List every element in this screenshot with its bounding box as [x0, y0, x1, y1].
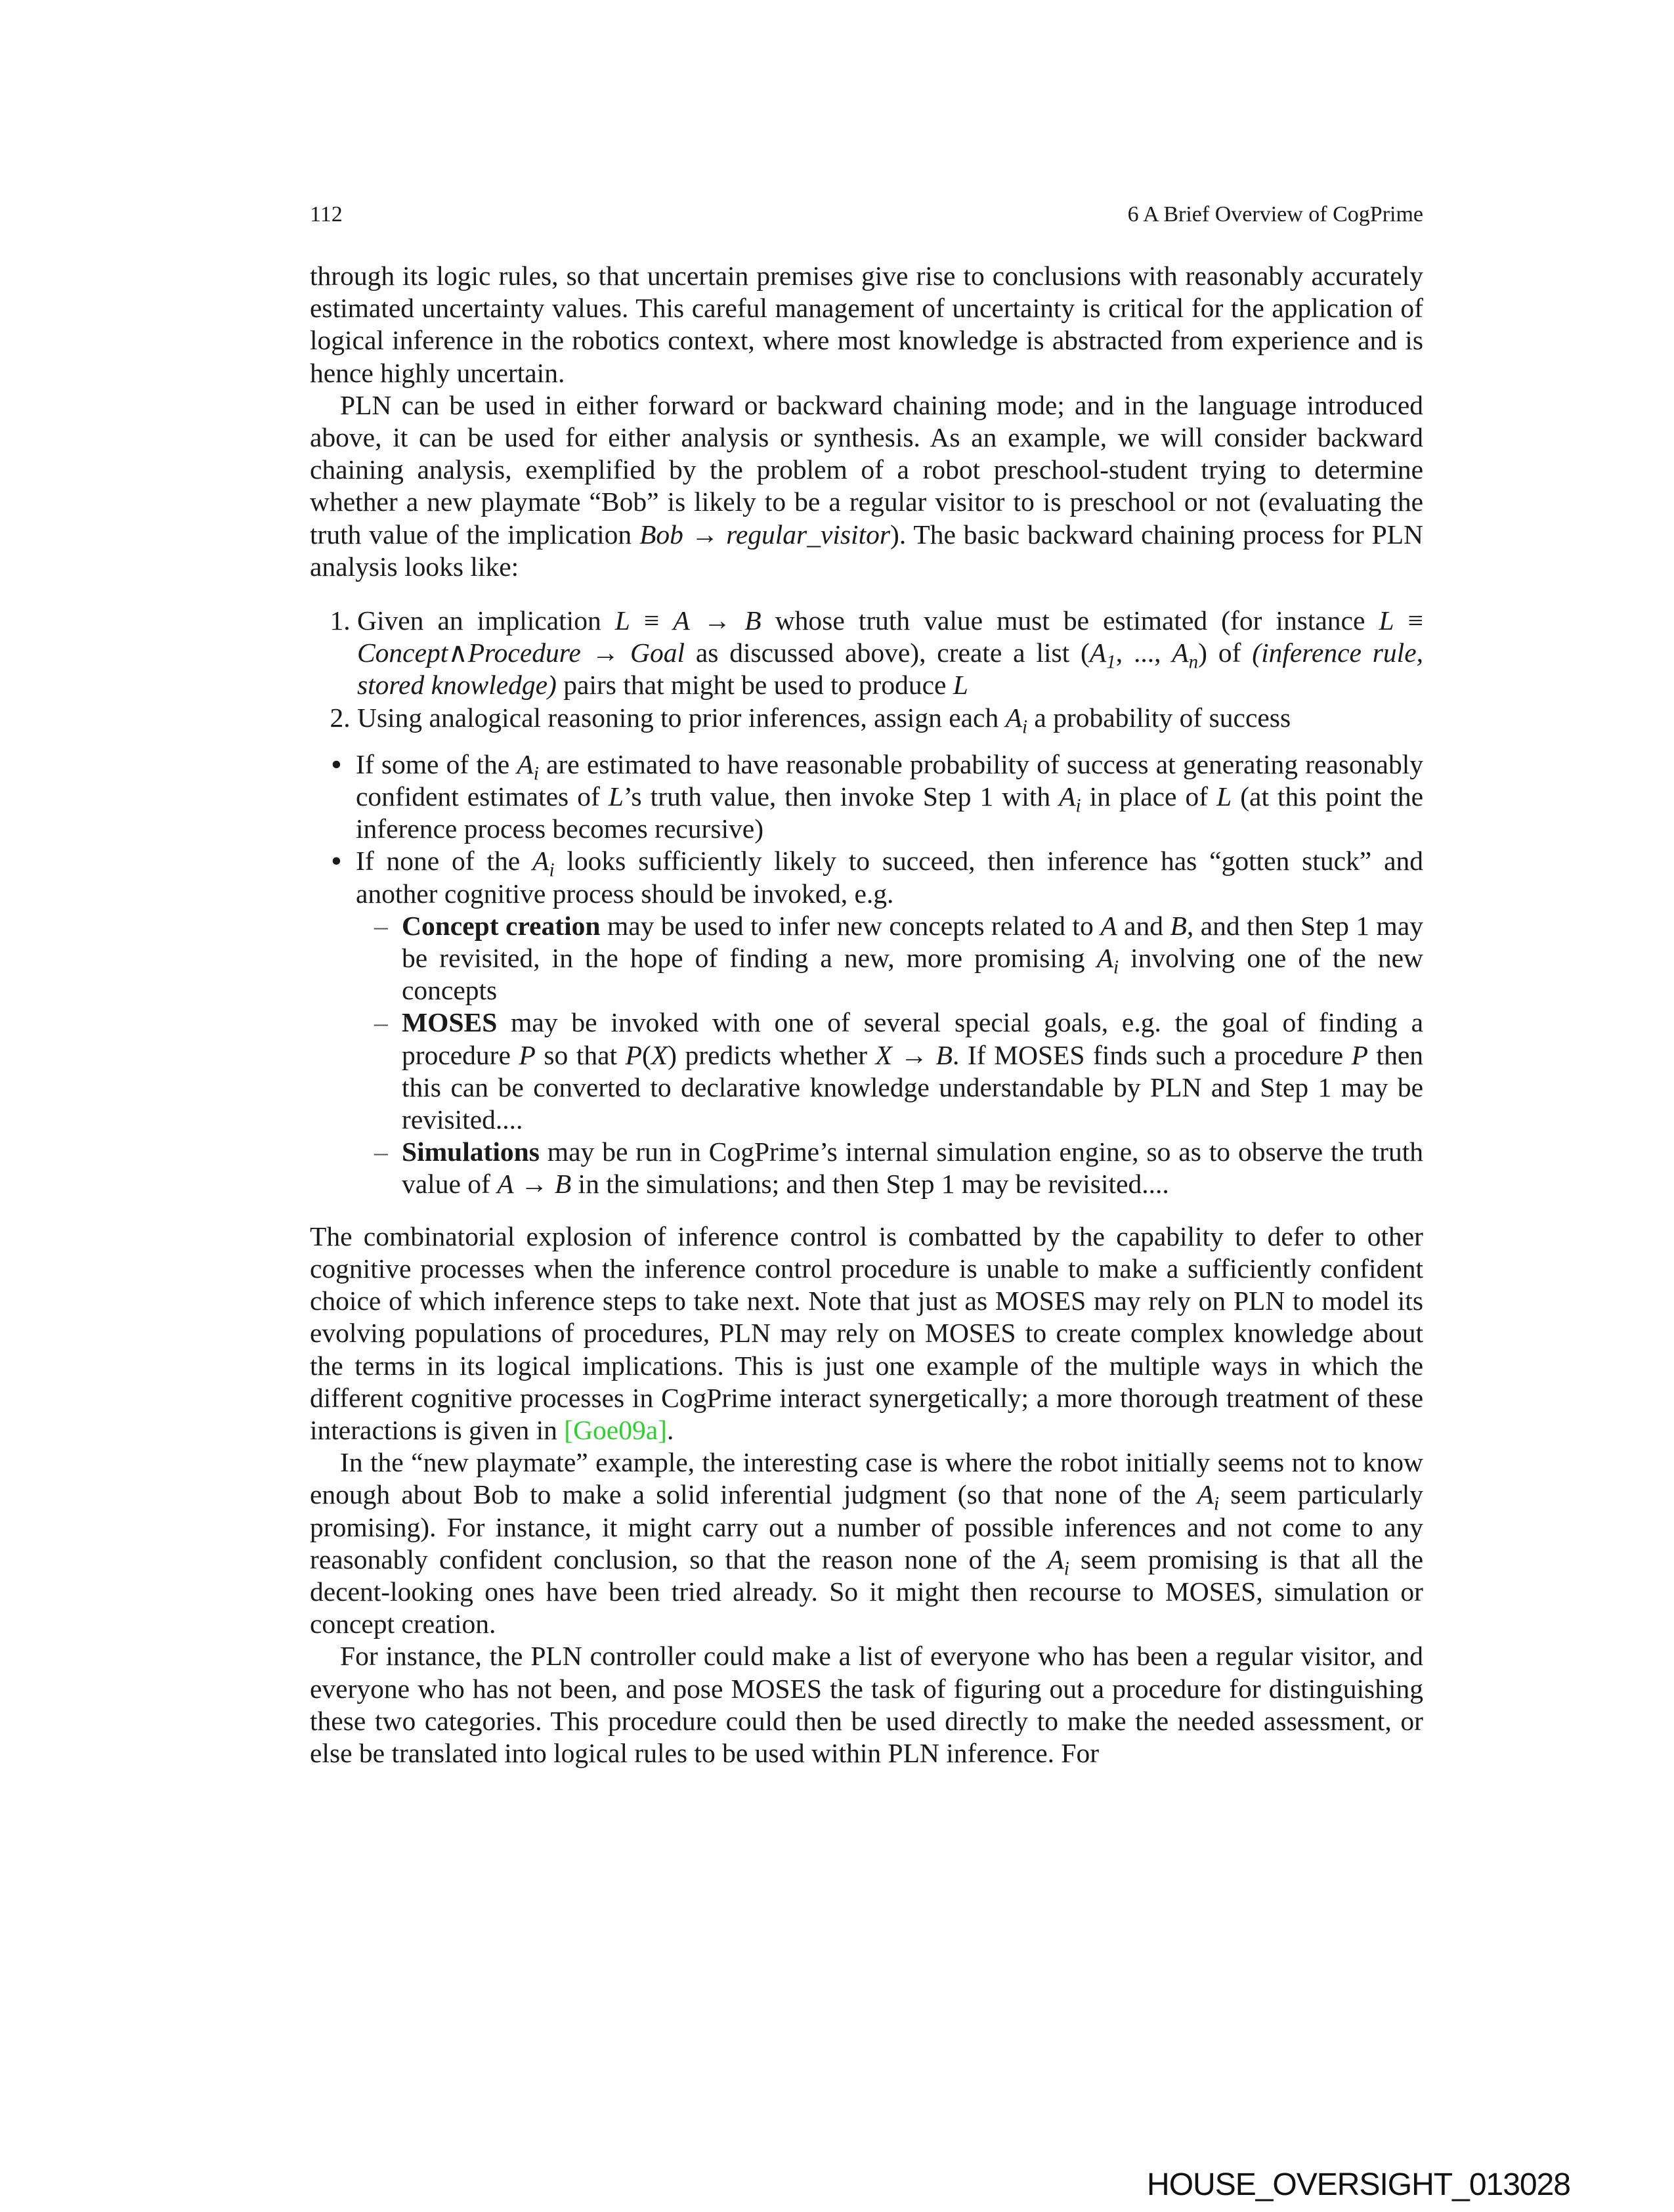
bold-term: Simulations: [402, 1137, 540, 1167]
text-run: →: [689, 605, 745, 636]
math-italic: B: [935, 1039, 953, 1070]
math-italic: A: [1005, 702, 1022, 733]
paragraph: [310, 389, 1423, 583]
math-italic: B: [1170, 910, 1187, 941]
sub-list-item: [402, 910, 1423, 1007]
math-italic: A: [1100, 910, 1117, 941]
math-italic: regular_visitor: [726, 519, 891, 550]
citation-link[interactable]: [Goe09a]: [564, 1414, 667, 1445]
text-run: For instance, the PLN controller could make a list of everyone who has been a regular visitor, and everyone who has not been, and pose MOSES the task of figuring out a procedure for distinguishing these two categories. This procedure could then be used directly to make the needed assessment, or else be translated into logical rules to be used within PLN inference. For: [310, 1641, 1423, 1768]
text-run: pairs that might be used to produce: [556, 670, 953, 701]
text-run: . If MOSES finds such a procedure: [952, 1039, 1352, 1070]
math-italic: Concept: [357, 638, 448, 668]
sub-list: [356, 910, 1423, 1201]
math-italic: B: [554, 1169, 572, 1200]
text-run: ∧: [448, 638, 468, 668]
math-italic: A: [517, 748, 534, 779]
paragraph: [310, 1640, 1423, 1769]
text-run: Given an implication: [357, 605, 615, 636]
math-italic: A: [532, 846, 549, 877]
text-run: In the “new playmate” example, the interesting case is where the robot initially seems not to know enough about Bob to make a solid inferential judgment (so that none of the: [310, 1447, 1423, 1510]
math-subscript: i: [1021, 716, 1028, 737]
math-italic: A: [1197, 1479, 1214, 1510]
text-run: then this can be converted to declarative knowledge understandable by PLN and Step 1 may be revisited....: [402, 1039, 1423, 1135]
text-run: →: [892, 1039, 936, 1070]
text-run: The combinatorial explosion of inference control is combatted by the capability to defer to other cognitive processes when the inference control procedure is unable to make a sufficiently confident choice of which inference steps to take next. Note that just as MOSES may rely on PLN to model its evolving populations of procedures, PLN may rely on MOSES to create complex knowledge about the terms in its logical implications. This is just one example of the multiple ways in which the different cognitive processes in CogPrime interact synergetically; a more thorough treatment of these interactions is given in: [310, 1221, 1423, 1445]
math-subscript: i: [1075, 795, 1081, 817]
math-subscript: i: [533, 763, 539, 785]
page-body: [310, 260, 1423, 1769]
math-italic: (inference rule, stored knowledge): [357, 638, 1423, 701]
text-run: whose truth value must be estimated (for instance: [761, 605, 1379, 636]
sub-list-item: [402, 1136, 1423, 1200]
text-run: If some of the: [356, 748, 517, 779]
backward-chaining-steps: [310, 605, 1423, 737]
text-run: may be used to infer new concepts related to: [600, 910, 1101, 941]
text-run: →: [580, 638, 630, 668]
list-item: [357, 605, 1423, 702]
text-run: seem particularly promising). For instance, it might carry out a number of possible inferences and not come to any reasonably confident conclusion, so that the reason none of the: [310, 1479, 1423, 1574]
math-subscript: 1: [1106, 651, 1116, 673]
math-italic: Procedure: [467, 638, 581, 668]
text-run: ≡: [1394, 605, 1423, 636]
math-subscript: i: [1214, 1493, 1220, 1515]
text-run: .: [666, 1414, 674, 1445]
page-header: [310, 202, 1423, 235]
text-run: as discussed above), create a list (: [684, 638, 1090, 668]
step-options-list: [310, 748, 1423, 1201]
math-italic: A: [1172, 638, 1189, 668]
math-subscript: i: [1113, 957, 1119, 978]
discussion-paragraphs: [310, 1221, 1423, 1769]
text-run: (: [641, 1039, 651, 1070]
math-subscript: i: [1063, 1558, 1069, 1580]
bold-term: MOSES: [402, 1007, 498, 1038]
text-run: ’s truth value, then invoke Step 1 with: [623, 781, 1060, 812]
text-run: seem promising is that all the decent-looking ones have been tried already. So it might then recourse to MOSES, simulation or concept creation.: [310, 1544, 1424, 1639]
text-run: ). The basic backward chaining process for PLN analysis looks like:: [310, 519, 1424, 582]
paragraph: [310, 1221, 1423, 1446]
math-italic: Bob: [639, 519, 683, 550]
text-run: through its logic rules, so that uncertain premises give rise to conclusions with reasonably accurately estimated uncertainty values. This careful management of uncertainty is critical for the application of logical inference in the robotics context, where most knowledge is abstracted from experience and is hence highly uncertain.: [310, 261, 1423, 388]
text-run: ) of: [1198, 638, 1253, 668]
math-italic: A: [1059, 781, 1076, 812]
text-run: , and then Step 1 may be revisited, in the hope of finding a new, more promising: [402, 910, 1424, 974]
bates-stamp: HOUSE_OVERSIGHT_013028: [1147, 2167, 1570, 2202]
math-italic: X: [875, 1039, 893, 1070]
text-run: in place of: [1081, 781, 1217, 812]
math-italic: L: [1379, 605, 1394, 636]
text-run: are estimated to have reasonable probability of success at generating reasonably confident estimates of: [356, 748, 1423, 812]
math-italic: P: [519, 1039, 536, 1070]
math-italic: L: [608, 781, 624, 812]
math-italic: L: [614, 605, 630, 636]
math-subscript: n: [1188, 651, 1199, 673]
math-italic: A: [1047, 1544, 1064, 1574]
text-run: may be invoked with one of several special goals, e.g. the goal of finding a procedure: [402, 1007, 1423, 1070]
math-italic: L: [1216, 781, 1232, 812]
text-run: involving one of the new concepts: [402, 943, 1423, 1006]
paragraph: [310, 1446, 1423, 1640]
bold-term: Concept creation: [402, 910, 601, 941]
text-run: a probability of success: [1027, 702, 1291, 733]
text-run: ) predicts whether: [668, 1039, 876, 1070]
text-run: so that: [535, 1039, 626, 1070]
math-subscript: i: [549, 859, 555, 881]
bullet-item: [356, 845, 1423, 1200]
text-run: may be run in CogPrime’s internal simulation engine, so as to observe the truth value of: [402, 1137, 1423, 1200]
text-run: →: [683, 519, 727, 550]
math-italic: A: [497, 1169, 514, 1200]
paragraph: [310, 260, 1423, 389]
text-run: and: [1117, 910, 1170, 941]
text-run: If none of the: [356, 846, 533, 877]
text-run: →: [513, 1169, 555, 1200]
bullet-item: [356, 748, 1423, 846]
list-item: [357, 702, 1423, 737]
intro-paragraphs: [310, 260, 1423, 583]
page-number: 112: [310, 202, 343, 227]
math-italic: L: [953, 670, 968, 701]
math-italic: P: [1351, 1039, 1368, 1070]
math-italic: A: [1096, 943, 1113, 974]
math-italic: A: [1089, 638, 1107, 668]
text-run: looks sufficiently likely to succeed, then inference has “gotten stuck” and another cognitive process should be invoked, e.g.: [356, 846, 1423, 909]
math-italic: P: [625, 1039, 642, 1070]
text-run: Using analogical reasoning to prior inferences, assign each: [357, 702, 1006, 733]
text-run: (at this point the inference process becomes recursive): [356, 781, 1424, 844]
math-italic: A: [673, 605, 690, 636]
math-italic: X: [651, 1039, 668, 1070]
text-run: PLN can be used in either forward or backward chaining mode; and in the language introduced above, it can be used for either analysis or synthesis. As an example, we will consider backward chaining analysis, exemplified by the problem of a robot preschool-student trying to determine whether a new playmate “Bob” is likely to be a regular visitor to is preschool or not (evaluating the truth value of the implication: [310, 389, 1423, 550]
text-run: in the simulations; and then Step 1 may be revisited....: [571, 1169, 1169, 1200]
running-head: 6 A Brief Overview of CogPrime: [1127, 202, 1423, 227]
math-italic: B: [744, 605, 762, 636]
math-italic: Goal: [630, 638, 685, 668]
text-run: , ...,: [1115, 638, 1172, 668]
sub-list-item: [402, 1007, 1423, 1136]
text-run: ≡: [630, 605, 674, 636]
